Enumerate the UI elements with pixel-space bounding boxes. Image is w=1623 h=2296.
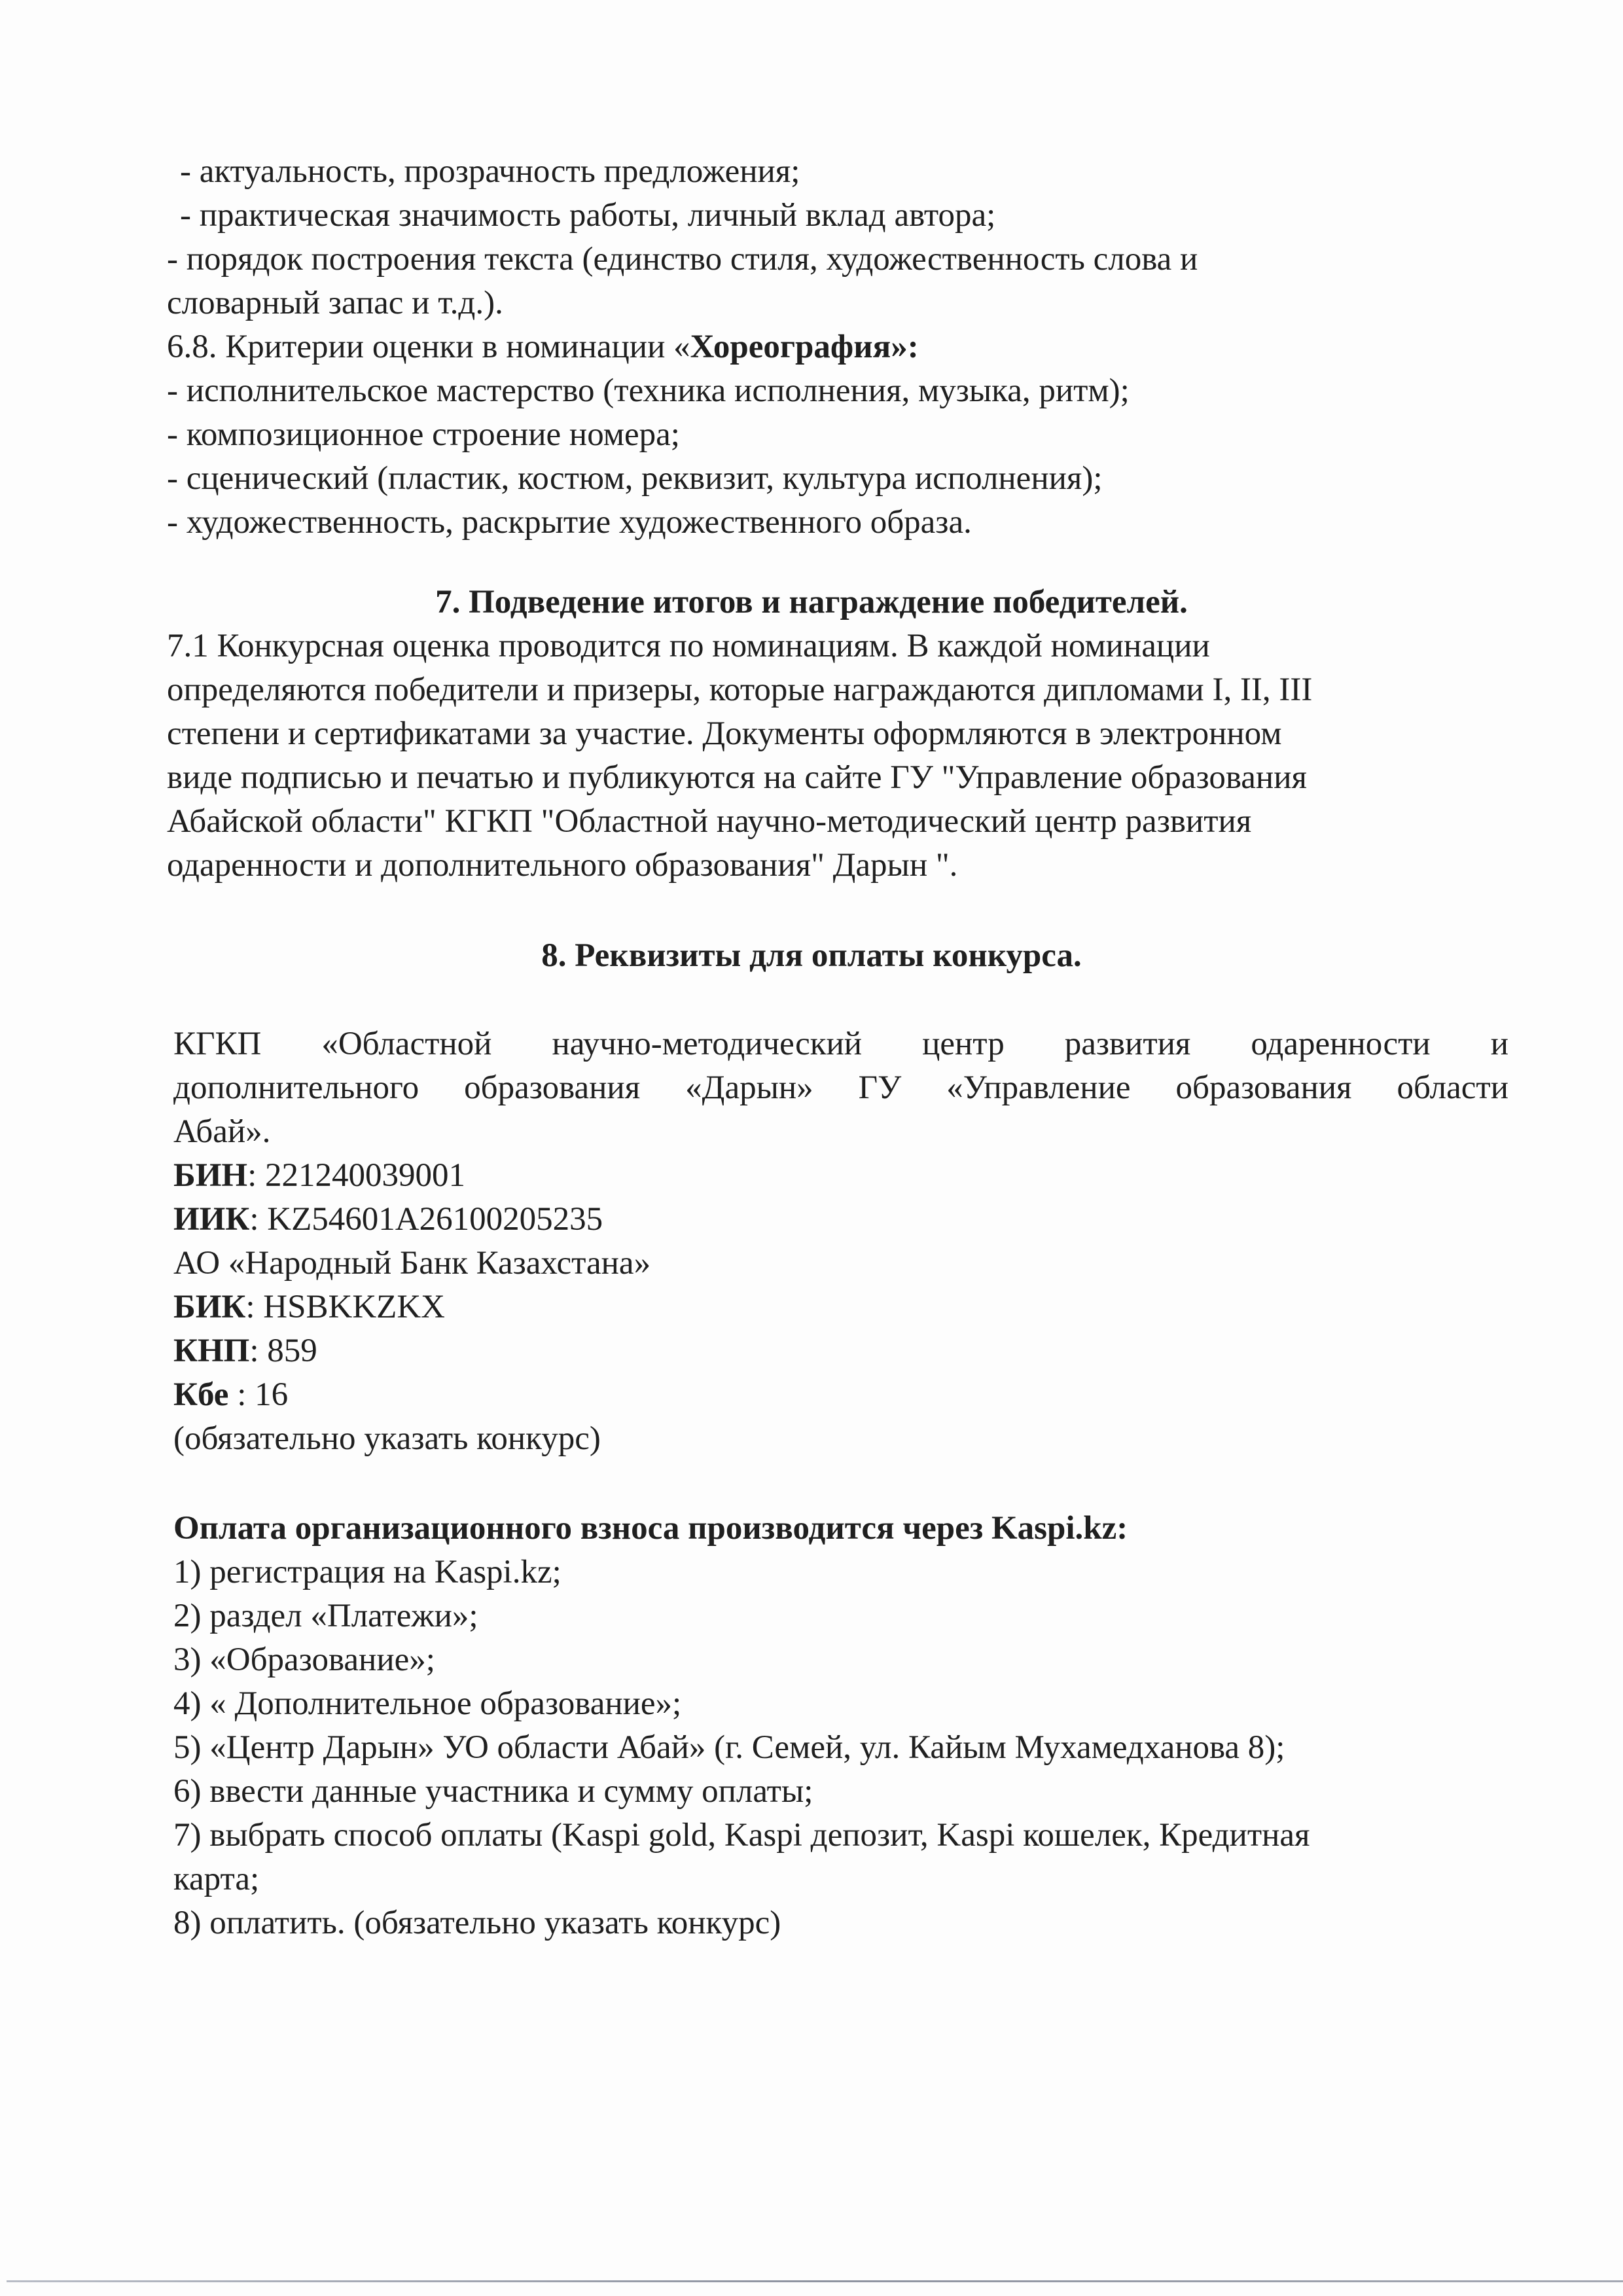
criteria-item: - актуальность, прозрачность предложения; [180,153,800,190]
requisite-value: 859 [267,1333,317,1369]
kaspi-step-continuation: карта; [173,1861,260,1897]
section-7-paragraph-line: степени и сертификатами за участие. Документы оформляются в электронном [167,715,1282,752]
org-name-line: КГКП «Областной научно-методический центр развития одаренности и [173,1026,1508,1062]
section-6-8-suffix: »: [891,329,919,365]
choreography-criteria-item: - исполнительское мастерство (техника исполнения, музыка, ритм); [167,372,1130,409]
section-7-paragraph-line: одаренности и дополнительного образования" Дарын ". [167,847,958,884]
requisite-bank [173,1244,651,1283]
requisite-separator: : [249,1333,268,1369]
requisite-label: ИИК [173,1201,250,1238]
requisite-value: KZ54601A26100205235 [267,1201,603,1238]
kaspi-step: 5) «Центр Дарын» УО области Абай» (г. Семей, ул. Кайым Мухамедханова 8); [173,1729,1285,1766]
requisite-value: HSBKKZKX [263,1289,445,1325]
requisite-label: БИК [173,1289,246,1325]
section-7-paragraph-line: 7.1 Конкурсная оценка проводится по номинациям. В каждой номинации [167,628,1210,664]
requisite-value: 221240039001 [264,1157,465,1194]
page-bottom-edge [7,2280,1623,2282]
choreography-criteria-item: - композиционное строение номера; [167,416,680,453]
nomination-name: Хореография [690,329,891,365]
requisite-bik [173,1287,445,1327]
requisite-bin [173,1156,465,1195]
requisite-label: КНП [173,1333,250,1369]
section-6-8-title [167,327,919,367]
section-7-paragraph-line: виде подписью и печатью и публикуются на сайте ГУ "Управление образования [167,759,1307,796]
kaspi-step: 8) оплатить. (обязательно указать конкурс) [173,1905,781,1941]
requisite-label: Кбе [173,1376,229,1413]
requisite-separator: : [245,1289,264,1325]
requisite-separator: : [228,1376,255,1413]
requisite-kbe [173,1375,288,1414]
section-7-paragraph-line: определяются победители и призеры, которые награждаются дипломами I, II, III [167,672,1313,708]
kaspi-step: 7) выбрать способ оплаты (Kaspi gold, Kaspi депозит, Kaspi кошелек, Кредитная [173,1817,1310,1854]
section-6-8-prefix: 6.8. Критерии оценки в номинации « [167,329,690,365]
requisite-iik [173,1200,603,1239]
choreography-criteria-item: - сценический (пластик, костюм, реквизит, культура исполнения); [167,460,1103,497]
choreography-criteria-item: - художественность, раскрытие художественного образа. [167,504,972,541]
kaspi-step: 1) регистрация на Kaspi.kz; [173,1554,562,1590]
kaspi-step: 4) « Дополнительное образование»; [173,1685,682,1722]
requisite-label: БИН [173,1157,248,1194]
kaspi-step: 6) ввести данные участника и сумму оплаты; [173,1773,813,1810]
criteria-item: - практическая значимость работы, личный вклад автора; [180,197,996,234]
section-8-heading: 8. Реквизиты для оплаты конкурса. [541,937,1082,974]
requisite-separator: : [249,1201,268,1238]
criteria-item-continuation: словарный запас и т.д.). [167,285,503,321]
org-name-line: дополнительного образования «Дарын» ГУ «Управление образования области [173,1069,1508,1106]
requisite-separator: : [247,1157,265,1194]
kaspi-step: 2) раздел «Платежи»; [173,1598,478,1634]
requisite-knp [173,1331,317,1371]
kaspi-step: 3) «Образование»; [173,1641,435,1678]
org-name-line: Абай». [173,1113,271,1150]
section-7-paragraph-line: Абайской области" КГКП "Областной научно-методический центр развития [167,803,1252,840]
criteria-item: - порядок построения текста (единство стиля, художественность слова и [167,241,1198,278]
requisite-value: 16 [255,1376,289,1413]
requisites-note: (обязательно указать конкурс) [173,1420,601,1457]
kaspi-heading: Оплата организационного взноса производится через Kaspi.kz: [173,1510,1128,1547]
requisite-value: АО «Народный Банк Казахстана» [173,1245,651,1282]
section-7-heading: 7. Подведение итогов и награждение победителей. [435,584,1188,620]
